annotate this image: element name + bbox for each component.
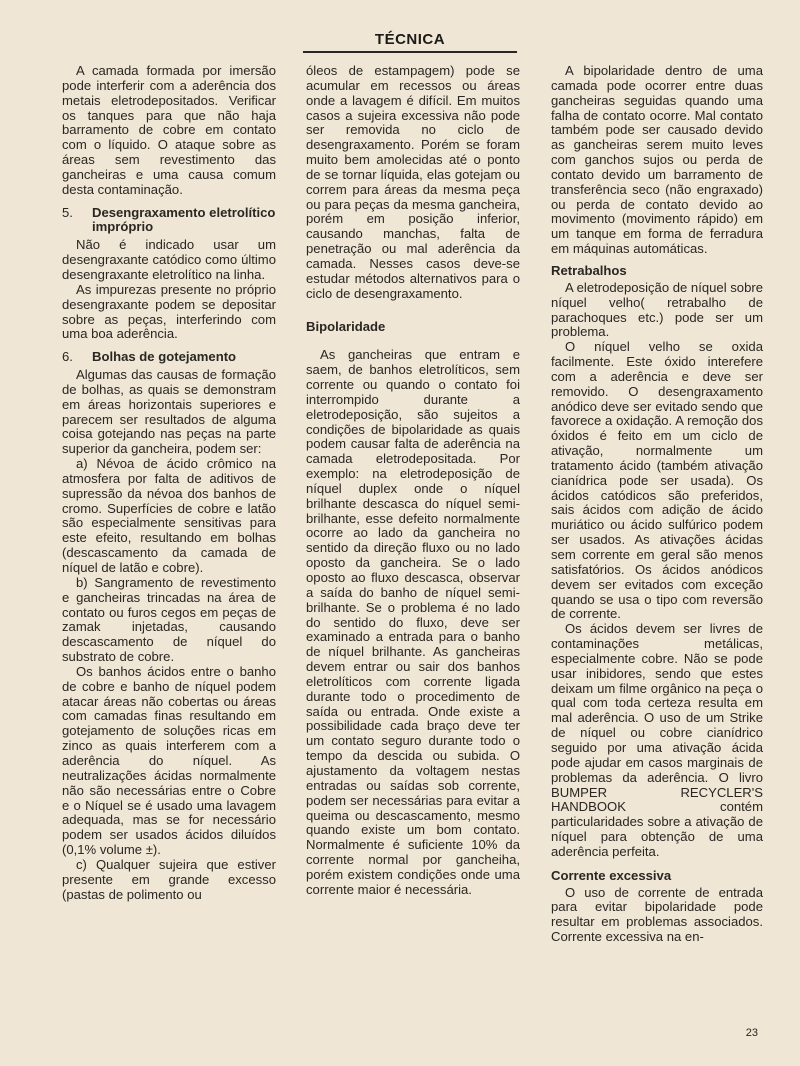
subsection-heading: Bipolaridade xyxy=(306,318,386,334)
section-number: 5. xyxy=(62,204,73,220)
page-number: 23 xyxy=(745,1027,758,1039)
paragraph: O uso de corrente de entrada para evitar bipolaridade pode resultar em problemas associados. Corrente excessiva na en- xyxy=(551,884,763,945)
subsection-heading: Retrabalhos xyxy=(551,262,627,278)
paragraph: As gancheiras que entram e saem, de banhos eletrolíticos, sem corrente ou quando o contato foi interrompido durante a eletrodeposição, são sujeitos a condições de bipolaridade as quais podem causar falta de aderência na camada eletrodepositada. Por exemplo: na eletrodeposição de níquel duplex onde o níquel brilhante descasca do níquel semi-brilhante, esse defeito normalmente ocorre ao lado da gancheira no sentido da direção fluxo ou no lado oposto da gancheira. Se o lado oposto ao fluxo descasca, observar a saída do banho de níquel semi-brilhante. Se o problema é no lado do sentido do fluxo, deve ser examinado a entrada para o banho de níquel brilhante. As gancheiras devem entrar ou sair dos banhos eletrolíticos com corrente ligada durante todo o procedimento de saída ou entrada. Onde existe a possibilidade cada braço deve ter um contato seguro durante todo o tempo da descida ou subida. O ajustamento da voltagem nestas entradas ou saídas sob corrente, podem ser necessárias para evitar a queima ou descascamento, mesmo quando existe um bom contato. Normalmente é suficiente 10% da corrente normal por gancheiha, porém existem condições onde uma corrente maior é necessária. xyxy=(306,347,520,897)
paragraph: b) Sangramento de revestimento e gancheiras trincadas na área de contato ou furos cegos em peças de zamak injetadas, causando descascamento de níquel do substrato de cobre. xyxy=(62,574,276,665)
section-header xyxy=(303,30,517,53)
paragraph: O níquel velho se oxida facilmente. Este óxido interefere com a aderência e deve ser removido. O desengraxamento anódico deve ser evitado sendo que favorece a oxidação. A remoção dos óxidos é feito em um ciclo de ativação, normalmente um tratamento ácido (também ativação cianídrica pode ser usada). Os ácidos catódicos são preferidos, sais ácidos com adição de ácido muriático ou ácido sulfúrico podem ser usados. As ativações ácidas sem corrente em geral são menos satisfatórios. Os ácidos anódicos devem ser evitados com exceção quando se usa o tipo com reversão de corrente. xyxy=(551,339,763,622)
paragraph: óleos de estampagem) pode se acumular em recessos ou áreas onde a lavagem é difícil. Em muitos casos a sujeira excessiva não pode ser removida no ciclo de desengraxamento. Porém se foram muito bem amolecidas até o ponto de se tornar líquida, elas gotejam ou correm para áreas da mesma peça ou para peças da mesma gancheira, porém em posição inferior, causando manchas, falta de penetração ou mal aderência da camada. Nesses casos deve-se estudar métodos alternativos para o ciclo de desengraxamento. xyxy=(306,63,520,301)
paragraph: Não é indicado usar um desengraxante catódico como último desengraxante eletrolítico na linha. xyxy=(62,237,276,282)
section-title: Desengraxamento eletrolítico impróprio xyxy=(92,204,276,235)
section-title: Bolhas de gotejamento xyxy=(92,349,237,365)
paragraph: A bipolaridade dentro de uma camada pode ocorrer entre duas gancheiras seguidas quando uma falha de contato ocorre. Mal contato também pode ser causado devido as gancheiras serem muito leves com ganchos sujos ou perda de contato devido um barramento de transferência seco (não engraxado) ou perda de contato devido ao movimento (movimento rápido) em um tanque em forma de ferradura em máquinas automáticas. xyxy=(551,63,763,257)
paragraph: Algumas das causas de formação de bolhas, as quais se demonstram em áreas horizontais superiores e parecem ser resultados de alguma coisa gotejando nas peças na parte superior da gancheira, podem ser: xyxy=(62,367,276,457)
left-column xyxy=(62,64,276,902)
right-column xyxy=(551,64,763,945)
paragraph: A camada formada por imersão pode interferir com a aderência dos metais eletrodepositados. Verificar os tanques para que não haja barramento de cobre em contato com o líquido. O ataque sobre as áreas sem revestimento das gancheiras e uma causa comum desta contaminação. xyxy=(62,63,276,197)
paragraph: Os banhos ácidos entre o banho de cobre e banho de níquel podem atacar áreas não cobertas ou áreas com camadas finas resultando em gotejamento de soluções ricas em zinco as quais interferem com a aderência do níquel. As neutralizações ácidas normalmente não são necessárias entre o Cobre e o Níquel se é usado uma lavagem adequada, mas se for necessário podem ser usados ácidos diluídos (0,1% volume ±). xyxy=(62,663,276,858)
paragraph: c) Qualquer sujeira que estiver presente em grande excesso (pastas de polimento ou xyxy=(62,856,276,902)
subsection-heading: Corrente excessiva xyxy=(551,867,672,883)
paragraph: As impurezas presente no próprio desengraxante podem se depositar sobre as peças, interferindo com uma boa aderência. xyxy=(62,281,276,342)
section-title: TÉCNICA xyxy=(374,31,446,48)
header-rule xyxy=(303,51,517,53)
paragraph: A eletrodeposição de níquel sobre níquel velho( retrabalho de parachoques etc.) pode ser um problema. xyxy=(551,279,764,340)
section-number: 6. xyxy=(62,349,73,365)
paragraph: a) Névoa de ácido crômico na atmosfera por falta de aditivos de supressão da névoa dos banhos de cromo. Superfícies de cobre e latão são especialmente sensitivas para este efeito, resultando em bolhas (descascamento da camada de níquel de latão e cobre). xyxy=(62,456,276,575)
middle-column xyxy=(306,64,520,898)
section-heading-6 xyxy=(62,350,276,365)
section-heading-5 xyxy=(62,206,276,236)
paragraph: Os ácidos devem ser livres de contaminações metálicas, especialmente cobre. Não se pode usar inibidores, sendo que estes deixam um filme orgânico na peça o qual com toda certeza resulta em mal aderência. O uso de um Strike de níquel ou cobre cianídrico seguido por uma ativação ácida pode ajudar em casos marginais de problemas da aderência. O livro BUMPER RECYCLER'S HANDBOOK contém particularidades sobre a ativação de níquel para obtenção de uma aderência perfeita. xyxy=(551,621,763,859)
